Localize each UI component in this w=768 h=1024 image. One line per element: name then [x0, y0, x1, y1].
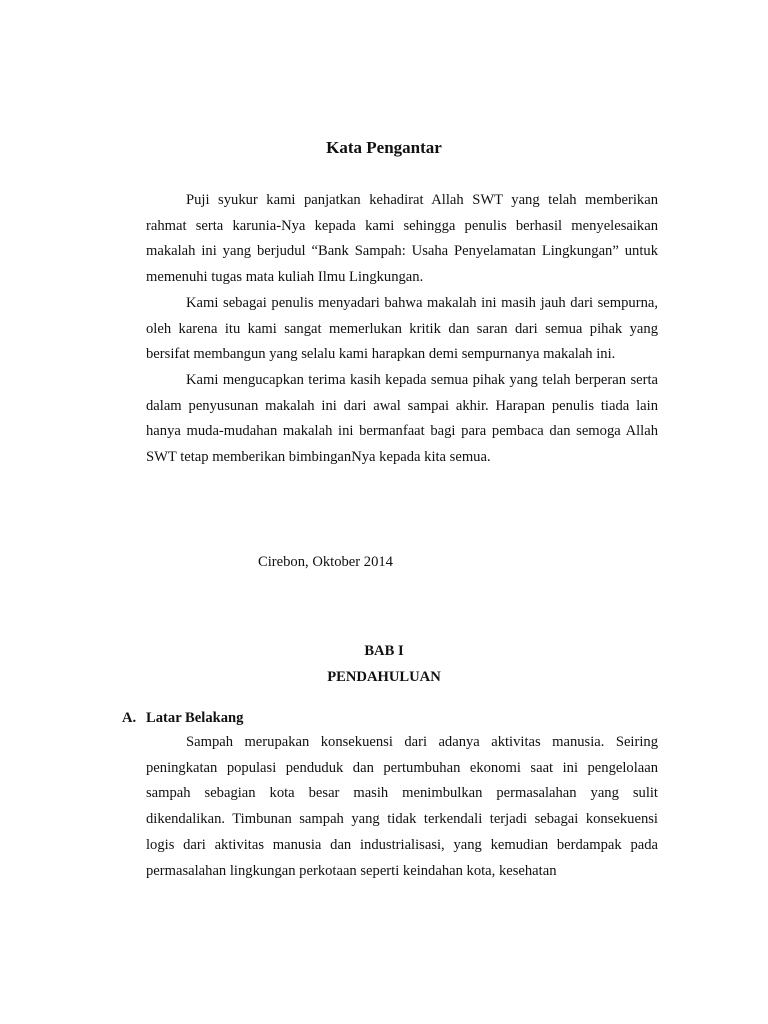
- place-date: Cirebon, Oktober 2014: [258, 554, 393, 570]
- section-heading-text: Latar Belakang: [146, 710, 244, 726]
- section-heading: [122, 707, 243, 729]
- preface-paragraph-3: Kami mengucapkan terima kasih kepada semua pihak yang telah berperan serta dalam penyusunan makalah ini dari awal sampai akhir. Harapan penulis tiada lain hanya muda-mudahan makalah ini bermanfaat bagi para pembaca dan semoga Allah SWT tetap memberikan bimbinganNya kepada kita semua.: [146, 371, 658, 466]
- section-paragraph-1: Sampah merupakan konsekuensi dari adanya aktivitas manusia. Seiring peningkatan populasi penduduk dan pertumbuhan ekonomi saat ini pengelolaan sampah sebagian kota besar masih menimbulkan permasalahan yang sulit dikendalikan. Timbunan sampah yang tidak terkendali terjadi sebagai konsekuensi logis dari aktivitas manusia dan industrialisasi, yang kemudian berdampak pada permasalahan lingkungan perkotaan seperti keindahan kota, kesehatan: [146, 734, 658, 879]
- preface-body: [146, 188, 658, 471]
- preface-title: Kata Pengantar: [326, 138, 442, 157]
- section-body: [146, 730, 658, 884]
- preface-paragraph-1: Puji syukur kami panjatkan kehadirat Allah SWT yang telah memberikan rahmat serta karunia-Nya kepada kami sehingga penulis berhasil menyelesaikan makalah ini yang berjudul “Bank Sampah: Usaha Penyelamatan Lingkungan” untuk memenuhi tugas mata kuliah Ilmu Lingkungan.: [146, 192, 658, 286]
- preface-paragraph-2: Kami sebagai penulis menyadari bahwa makalah ini masih jauh dari sempurna, oleh karena itu kami sangat memerlukan kritik dan saran dari semua pihak yang bersifat membangun yang selalu kami harapkan demi sempurnanya makalah ini.: [146, 294, 658, 363]
- chapter-title: PENDAHULUAN: [327, 669, 441, 685]
- chapter-number: BAB I: [364, 643, 404, 659]
- section-marker: A.: [122, 710, 137, 726]
